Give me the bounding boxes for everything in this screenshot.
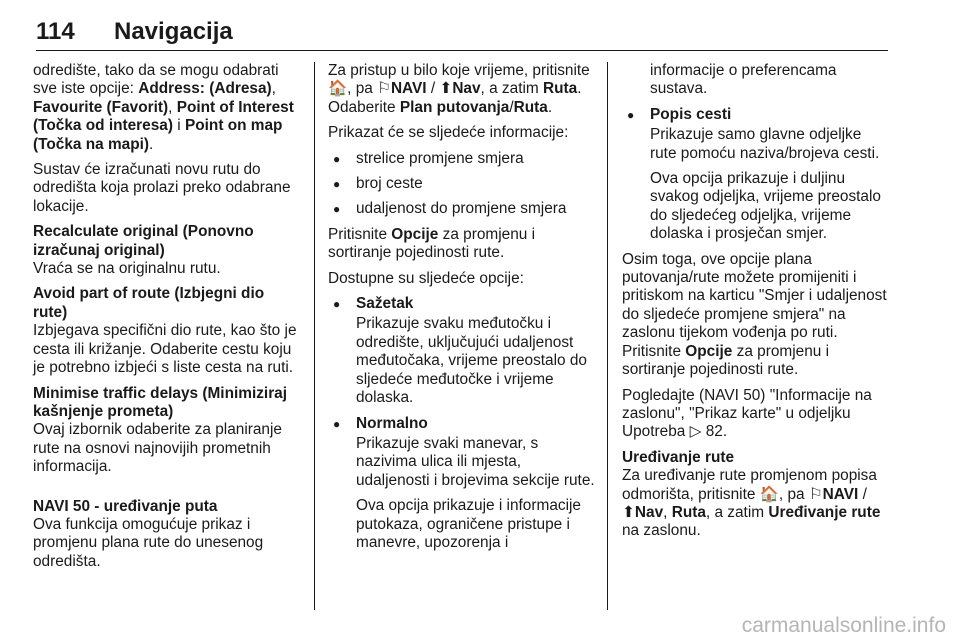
section-heading: NAVI 50 - uređivanje puta xyxy=(33,497,218,515)
section-body: Vraća se na originalnu rutu. xyxy=(33,260,221,278)
paragraph: Za uređivanje rute promjenom popisa odmorišta, pritisnite 🏠, pa ⚐NAVI / ⬆Nav, Ruta, a zatim Uređivanje rute na zaslonu. xyxy=(622,467,881,540)
section-body: Ova funkcija omogućuje prikaz i promjenu plana rute do unesenog odredišta. xyxy=(33,515,264,570)
paragraph: Prikazat će se sljedeće informacije: xyxy=(328,124,569,142)
section-body: Izbjegava specifični dio rute, kao što je cesta ili križanje. Odaberite cestu koju je potrebno izbjeći s liste cesta na ruti. xyxy=(33,322,297,377)
paragraph: Osim toga, ove opcije plana putovanja/rute možete promijeniti i pritiskom na karticu "Smjer i udaljenost do sljedeće promjene smjera" na zaslonu tijekom vođenja po ruti. Pritisnite Opcije za promjenu i sortiranje pojedinosti rute. xyxy=(622,250,887,379)
paragraph: Pritisnite Opcije za promjenu i sortiranje pojedinosti rute. xyxy=(328,225,536,262)
page-number: 114 xyxy=(36,18,75,45)
section-body: Ovaj izbornik odaberite za planiranje rute na osnovi najnovijih prometnih informacija. xyxy=(33,421,282,476)
option-body: Prikazuje svaki manevar, s nazivima ulica ili mjesta, udaljenosti i brojevima sekcije rute. xyxy=(356,434,595,489)
column-3 xyxy=(622,62,890,548)
column-2 xyxy=(328,62,596,559)
option-body: Prikazuje samo glavne odjeljke rute pomoću naziva/brojeva cesti. xyxy=(650,126,880,162)
watermark: carmanualsonline.info xyxy=(741,614,946,637)
option-heading: ● Sažetak xyxy=(328,295,596,313)
option-body: Ova opcija prikazuje i informacije putokaza, ograničene pristupe i manevre, upozorenja i xyxy=(356,497,581,551)
flag-icon: ⚐ xyxy=(377,80,391,98)
section-heading: Uređivanje rute xyxy=(622,448,735,466)
option-body: informacije o preferencama sustava. xyxy=(650,62,837,98)
column-1 xyxy=(33,62,301,578)
list-item: ● broj ceste xyxy=(328,175,596,193)
column-divider xyxy=(314,62,315,610)
header-rule xyxy=(36,50,888,51)
page-title: Navigacija xyxy=(114,18,233,45)
list-item: ● udaljenost do promjene smjera xyxy=(328,200,596,218)
home-icon: 🏠 xyxy=(759,485,779,503)
section-heading: Minimise traffic delays (Minimiziraj kašnjenje prometa) xyxy=(33,384,288,420)
paragraph: Sustav će izračunati novu rutu do odredišta koja prolazi preko odabrane lokacije. xyxy=(33,161,291,215)
paragraph: Dostupne su sljedeće opcije: xyxy=(328,269,524,287)
option-heading: ● Normalno xyxy=(328,415,596,433)
option-body: Prikazuje svaku međutočku i odredište, uključujući udaljenost međutočaka, vrijeme preostalo do sljedeće međutočke i vrijeme dolaska. xyxy=(356,315,587,407)
flag-icon: ⚐ xyxy=(808,485,823,503)
arrow-up-icon: ⬆ xyxy=(439,80,453,98)
home-icon: 🏠 xyxy=(328,80,348,98)
paragraph: Pogledajte (NAVI 50) "Informacije na zaslonu", "Prikaz karte" u odjeljku Upotreba ▷ 82. xyxy=(622,386,872,441)
list-item: ● strelice promjene smjera xyxy=(328,150,596,168)
column-divider xyxy=(607,62,608,610)
paragraph: odredište, tako da se mogu odabrati sve iste opcije: Address: (Adresa), Favourite (Favorit), Point of Interest (Točka od interesa) i Point on map (Točka na mapi). xyxy=(33,62,294,153)
paragraph: Za pristup u bilo koje vrijeme, pritisnite 🏠, pa ⚐NAVI / ⬆Nav, a zatim Ruta. Odaberite Plan putovanja/Ruta. xyxy=(328,62,590,116)
page-header xyxy=(36,12,888,52)
section-heading: Avoid part of route (Izbjegni dio rute) xyxy=(33,285,265,321)
section-heading: Recalculate original (Ponovno izračunaj original) xyxy=(33,223,254,259)
triangle-right-icon: ▷ xyxy=(689,423,702,441)
option-body: Ova opcija prikazuje i duljinu svakog odjeljka, vrijeme preostalo do sljedećeg odjeljka, vrijeme dolaska i prosječan smjer. xyxy=(650,170,881,243)
arrow-up-icon: ⬆ xyxy=(622,503,635,521)
option-heading: ● Popis cesti xyxy=(622,106,890,124)
